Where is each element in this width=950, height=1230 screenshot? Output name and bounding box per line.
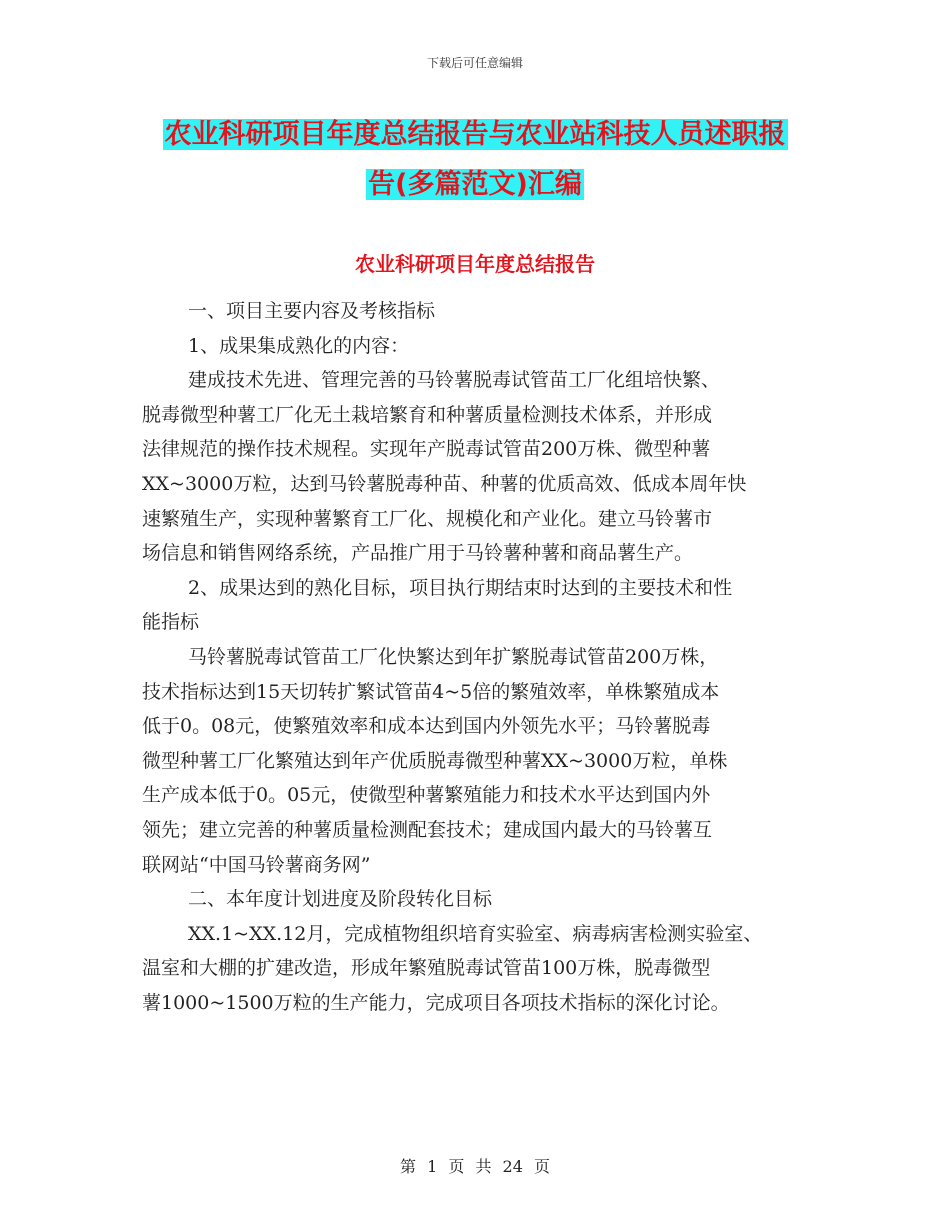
document-title (145, 110, 805, 210)
heading-1: 一、项目主要内容及考核指标 (188, 300, 436, 322)
paragraph-line: 法律规范的操作技术规程。实现年产脱毒试管苗200万株、微型种薯 (142, 438, 711, 461)
paragraph-line: 马铃薯脱毒试管苗工厂化快繁达到年扩繁脱毒试管苗200万株， (188, 645, 719, 668)
paragraph-line: XX~3000万粒，达到马铃薯脱毒种苗、种薯的优质高效、低成本周年快 (142, 472, 747, 495)
paragraph-line: 建成技术先进、管理完善的马铃薯脱毒试管苗工厂化组培快繁、 (188, 369, 721, 392)
header-note: 下载后可任意编辑 (426, 56, 523, 70)
paragraph-line: 脱毒微型种薯工厂化无土栽培繁育和种薯质量检测技术体系，并形成 (142, 403, 713, 426)
section-title: 农业科研项目年度总结报告 (355, 252, 595, 276)
title-line-1: 农业科研项目年度总结报告与农业站科技人员述职报 (164, 119, 786, 150)
body-text (142, 294, 812, 1020)
paragraph-line: 低于0。08元，使繁殖效率和成本达到国内外领先水平；马铃薯脱毒 (142, 715, 711, 738)
paragraph-line: 薯1000~1500万粒的生产能力，完成项目各项技术指标的深化讨论。 (142, 991, 730, 1014)
paragraph-line: 领先；建立完善的种薯质量检测配套技术；建成国内最大的马铃薯互 (142, 818, 713, 841)
paragraph-line: 温室和大棚的扩建改造，形成年繁殖脱毒试管苗100万株，脱毒微型 (142, 957, 711, 980)
paragraph-line: 场信息和销售网络系统，产品推广用于马铃薯种薯和商品薯生产。 (142, 542, 694, 565)
page-footer: 第 1 页 共 24 页 (400, 1157, 550, 1176)
subheading-2-cont: 能指标 (142, 611, 200, 634)
paragraph-line: 速繁殖生产，实现种薯繁育工厂化、规模化和产业化。建立马铃薯市 (142, 507, 713, 530)
title-line-2: 告(多篇范文)汇编 (368, 169, 582, 200)
subheading-1: 1、成果集成熟化的内容： (188, 334, 410, 357)
paragraph-line: 技术指标达到15天切转扩繁试管苗4~5倍的繁殖效率，单株繁殖成本 (142, 680, 720, 703)
paragraph-line: 联网站“中国马铃薯商务网” (142, 853, 371, 876)
heading-2: 二、本年度计划进度及阶段转化目标 (188, 888, 493, 911)
paragraph-line: 微型种薯工厂化繁殖达到年产优质脱毒微型种薯XX~3000万粒，单株 (142, 749, 728, 772)
paragraph-line: 生产成本低于0。05元，使微型种薯繁殖能力和技术水平达到国内外 (142, 784, 711, 807)
paragraph-line: XX.1~XX.12月，完成植物组织培育实验室、病毒病害检测实验室、 (188, 922, 763, 945)
subheading-2: 2、成果达到的熟化目标，项目执行期结束时达到的主要技术和性 (188, 576, 733, 599)
